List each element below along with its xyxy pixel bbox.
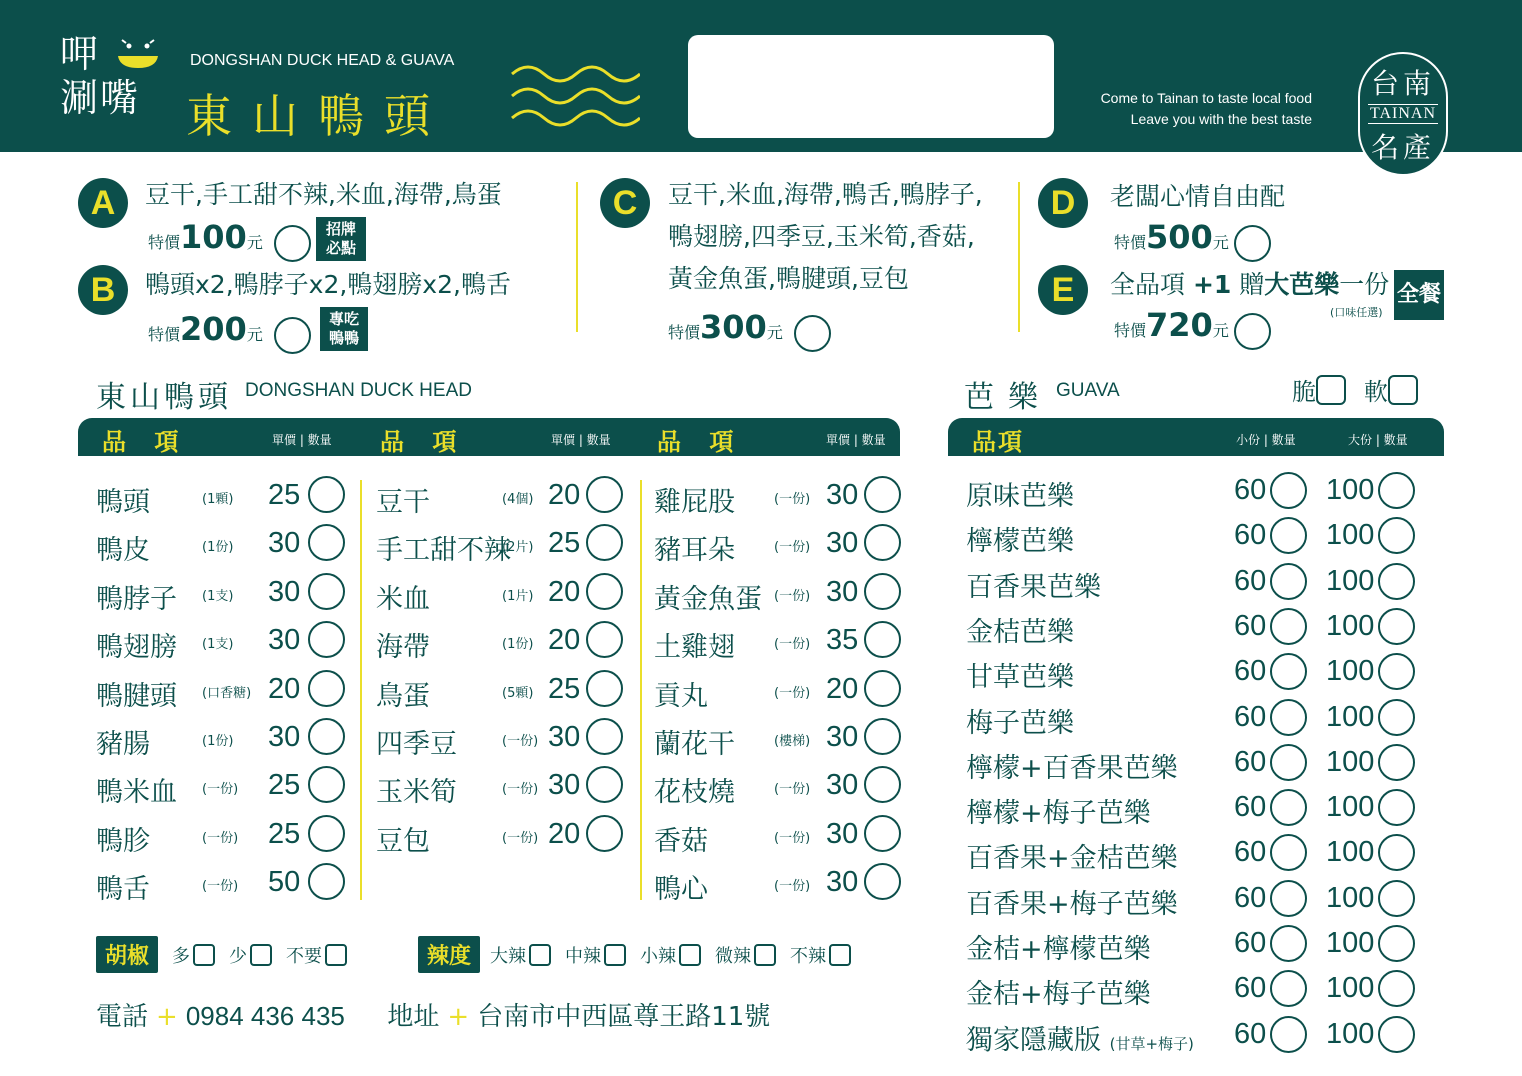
qty-circle[interactable] bbox=[308, 815, 345, 852]
menu-item bbox=[96, 625, 366, 673]
guava-name: 金桔+檸檬芭樂 bbox=[966, 934, 1151, 965]
combo-d-items: 老闆心情自由配 bbox=[1110, 182, 1286, 211]
texture-options bbox=[1292, 372, 1418, 407]
guava-name: 原味芭樂 bbox=[966, 481, 1074, 512]
item-name: 鴨胗 bbox=[96, 825, 150, 857]
guava-item bbox=[966, 610, 1426, 655]
combo-a-badge: A bbox=[78, 178, 128, 228]
item-name: 香菇 bbox=[654, 825, 708, 857]
qty-circle[interactable] bbox=[864, 476, 901, 513]
phone-number: 0984 436 435 bbox=[185, 1001, 345, 1031]
item-price: 30 bbox=[268, 575, 301, 608]
item-name: 鴨皮 bbox=[96, 535, 150, 567]
pepper-label: 胡椒 bbox=[96, 936, 158, 973]
item-name: 鴨舌 bbox=[96, 874, 150, 906]
guava-small-price: 60 bbox=[1234, 564, 1267, 597]
menu-item bbox=[654, 722, 924, 770]
menu-item bbox=[376, 625, 646, 673]
qty-circle[interactable] bbox=[308, 863, 345, 900]
item-price: 20 bbox=[548, 624, 581, 657]
pepper-option-more[interactable]: 多 bbox=[172, 942, 215, 968]
item-unit: (一份) bbox=[502, 782, 539, 798]
qty-circle[interactable] bbox=[864, 815, 901, 852]
item-name: 雞屁股 bbox=[654, 487, 735, 518]
guava-name: 百香果芭樂 bbox=[966, 571, 1101, 603]
item-name: 蘭花干 bbox=[654, 729, 735, 760]
col-header-item: 品 項 bbox=[657, 428, 744, 456]
guava-col-header-large: 大份 | 數量 bbox=[1348, 433, 1408, 447]
small-qty-circle[interactable] bbox=[1270, 925, 1307, 962]
item-name: 鴨頭 bbox=[96, 487, 150, 518]
menu-item bbox=[376, 819, 646, 867]
item-unit: (2片) bbox=[502, 540, 534, 556]
guava-item bbox=[966, 474, 1426, 519]
menu-item bbox=[376, 722, 646, 770]
menu-item bbox=[654, 480, 924, 528]
item-price: 25 bbox=[268, 479, 301, 511]
item-price: 50 bbox=[268, 866, 301, 899]
qty-circle[interactable] bbox=[308, 524, 345, 561]
item-name: 貢丸 bbox=[654, 680, 708, 712]
duck-table-header bbox=[78, 418, 900, 456]
large-qty-circle[interactable] bbox=[1378, 608, 1415, 645]
item-name: 鴨米血 bbox=[96, 777, 177, 809]
address-label: 地址 bbox=[387, 1002, 440, 1032]
guava-small-price: 60 bbox=[1234, 609, 1267, 642]
item-unit: (1份) bbox=[502, 637, 534, 653]
qty-circle[interactable] bbox=[864, 573, 901, 610]
qty-circle[interactable] bbox=[308, 670, 345, 707]
guava-item bbox=[966, 836, 1426, 881]
item-unit: (一份) bbox=[502, 830, 539, 846]
guava-large-price: 100 bbox=[1326, 791, 1375, 824]
item-price: 30 bbox=[268, 624, 301, 657]
crisp-label: 脆 bbox=[1292, 378, 1316, 406]
item-unit: (一份) bbox=[202, 830, 239, 846]
item-price: 35 bbox=[826, 624, 859, 657]
item-price: 30 bbox=[826, 575, 859, 608]
item-price: 20 bbox=[548, 575, 581, 608]
qty-circle[interactable] bbox=[586, 621, 623, 658]
menu-item bbox=[96, 674, 366, 722]
menu-item bbox=[654, 819, 924, 867]
guava-name: 百香果+梅子芭樂 bbox=[966, 888, 1178, 920]
waves-icon bbox=[510, 62, 640, 128]
qty-circle[interactable] bbox=[586, 476, 623, 513]
combo-e-tag: 全餐 bbox=[1394, 270, 1444, 320]
item-unit: (一份) bbox=[774, 540, 811, 556]
qty-circle[interactable] bbox=[308, 621, 345, 658]
guava-small-price: 60 bbox=[1234, 881, 1267, 914]
item-price: 20 bbox=[268, 672, 301, 705]
small-qty-circle[interactable] bbox=[1270, 563, 1307, 600]
item-unit: (一份) bbox=[502, 734, 539, 749]
combo-b-badge: B bbox=[78, 265, 128, 315]
qty-circle[interactable] bbox=[586, 766, 623, 803]
guava-small-price: 60 bbox=[1234, 1017, 1267, 1050]
combo-a-items: 豆干,手工甜不辣,米血,海帶,鳥蛋 bbox=[145, 180, 502, 209]
item-unit: (一份) bbox=[774, 879, 811, 895]
combo-c-items-1: 豆干,米血,海帶,鴨舌,鴨脖子, bbox=[668, 180, 983, 209]
small-qty-circle[interactable] bbox=[1270, 472, 1307, 509]
guava-name: 金桔芭樂 bbox=[966, 616, 1074, 648]
guava-large-price: 100 bbox=[1326, 881, 1375, 914]
item-unit: (樓梯) bbox=[774, 734, 811, 749]
item-unit: (一份) bbox=[774, 492, 811, 507]
combo-b-price: 特價200元 bbox=[148, 310, 311, 354]
qty-circle[interactable] bbox=[586, 573, 623, 610]
combo-e-badge: E bbox=[1038, 265, 1088, 315]
guava-small-price: 60 bbox=[1234, 700, 1267, 733]
guava-large-price: 100 bbox=[1326, 655, 1375, 688]
large-qty-circle[interactable] bbox=[1378, 1016, 1415, 1053]
item-unit: (1支) bbox=[202, 637, 234, 653]
large-qty-circle[interactable] bbox=[1378, 744, 1415, 781]
phone-label: 電話 bbox=[96, 1002, 149, 1032]
item-price: 30 bbox=[826, 817, 859, 850]
combo-b-items: 鴨頭x2,鴨脖子x2,鴨翅膀x2,鴨舌 bbox=[145, 270, 511, 299]
menu-item bbox=[654, 674, 924, 722]
combo-e-items: 全品項 +1 贈大芭樂一份 bbox=[1110, 270, 1390, 299]
item-name: 四季豆 bbox=[376, 729, 457, 760]
qty-circle[interactable] bbox=[308, 573, 345, 610]
item-name: 鴨翅膀 bbox=[96, 632, 177, 664]
menu-item bbox=[96, 867, 366, 915]
spicy-option-medium[interactable]: 中辣 bbox=[565, 942, 626, 968]
guava-small-price: 60 bbox=[1234, 745, 1267, 778]
combo-a-price: 特價100元 bbox=[148, 218, 311, 262]
combo-c-items-2: 鴨翅膀,四季豆,玉米筍,香菇, bbox=[668, 222, 975, 251]
guava-name: 百香果+金桔芭樂 bbox=[966, 843, 1178, 875]
combo-e-note: (口味任選) bbox=[1330, 306, 1383, 319]
guava-item bbox=[966, 701, 1426, 746]
item-name: 海帶 bbox=[376, 632, 430, 664]
guava-large-price: 100 bbox=[1326, 474, 1375, 506]
guava-item bbox=[966, 746, 1426, 791]
combo-c-price: 特價300元 bbox=[668, 308, 831, 352]
col-header-price-qty: 單價 | 數量 bbox=[551, 433, 611, 447]
item-price: 20 bbox=[548, 479, 581, 511]
guava-small-price: 60 bbox=[1234, 836, 1267, 869]
guava-small-price: 60 bbox=[1234, 474, 1267, 506]
qty-circle[interactable] bbox=[864, 621, 901, 658]
large-qty-circle[interactable] bbox=[1378, 789, 1415, 826]
guava-large-price: 100 bbox=[1326, 1017, 1375, 1050]
combo-c-qty-circle[interactable] bbox=[794, 315, 831, 352]
item-name: 豆干 bbox=[376, 487, 430, 518]
small-qty-circle[interactable] bbox=[1270, 744, 1307, 781]
item-name: 鴨心 bbox=[654, 874, 708, 906]
item-unit: (一份) bbox=[774, 637, 811, 653]
qty-circle[interactable] bbox=[308, 476, 345, 513]
item-unit: (1份) bbox=[202, 734, 234, 749]
item-name: 玉米筍 bbox=[376, 777, 457, 809]
item-price: 25 bbox=[268, 769, 301, 802]
item-price: 20 bbox=[826, 672, 859, 705]
small-qty-circle[interactable] bbox=[1270, 1016, 1307, 1053]
guava-large-price: 100 bbox=[1326, 927, 1375, 959]
item-price: 30 bbox=[826, 769, 859, 802]
item-name: 豬腸 bbox=[96, 729, 150, 760]
qty-circle[interactable] bbox=[308, 766, 345, 803]
menu-item bbox=[376, 577, 646, 625]
item-unit: (1顆) bbox=[202, 492, 234, 507]
pepper-options bbox=[96, 936, 361, 973]
guava-name: 檸檬+梅子芭樂 bbox=[966, 798, 1151, 830]
large-qty-circle[interactable] bbox=[1378, 970, 1415, 1007]
combo-e-price: 特價720元 bbox=[1114, 306, 1271, 350]
menu-item bbox=[96, 480, 366, 528]
brand-english-name: DONGSHAN DUCK HEAD & GUAVA bbox=[190, 52, 455, 69]
contact-line: 電話 + 0984 436 435 地址 + 台南市中西區尊王路11號 bbox=[96, 1001, 771, 1032]
small-qty-circle[interactable] bbox=[1270, 699, 1307, 736]
item-unit: (1片) bbox=[502, 588, 534, 604]
item-unit: (4個) bbox=[502, 492, 534, 507]
large-qty-circle[interactable] bbox=[1378, 925, 1415, 962]
item-name: 黃金魚蛋 bbox=[654, 583, 762, 615]
guava-large-price: 100 bbox=[1326, 519, 1375, 552]
guava-note: (甘草+梅子) bbox=[1109, 1034, 1194, 1053]
item-unit: (一份) bbox=[202, 782, 239, 798]
soft-checkbox[interactable] bbox=[1388, 375, 1418, 405]
seal-top-text: 台南 bbox=[1370, 67, 1435, 100]
item-unit: (一份) bbox=[202, 879, 239, 895]
item-unit: (一份) bbox=[774, 782, 811, 798]
guava-col-header-small: 小份 | 數量 bbox=[1236, 433, 1296, 447]
divider bbox=[576, 182, 578, 332]
menu-item bbox=[376, 770, 646, 818]
combo-d-qty-circle[interactable] bbox=[1234, 225, 1271, 262]
menu-item bbox=[96, 819, 366, 867]
spicy-option-mild[interactable]: 小辣 bbox=[640, 942, 701, 968]
large-qty-circle[interactable] bbox=[1378, 517, 1415, 554]
pepper-option-less[interactable]: 少 bbox=[229, 942, 272, 968]
menu-item bbox=[96, 722, 366, 770]
tainan-seal bbox=[1358, 52, 1448, 176]
item-price: 30 bbox=[826, 527, 859, 560]
guava-name: 甘草芭樂 bbox=[966, 662, 1074, 694]
qty-circle[interactable] bbox=[864, 524, 901, 561]
item-name: 鳥蛋 bbox=[376, 680, 430, 712]
address: 台南市中西區尊王路11號 bbox=[477, 1002, 771, 1032]
brand-title: 東山鴨頭 bbox=[186, 89, 450, 143]
menu-item bbox=[654, 625, 924, 673]
guava-name: 檸檬芭樂 bbox=[966, 526, 1074, 558]
combo-a-tag: 招牌 必點 bbox=[316, 217, 366, 261]
guava-large-price: 100 bbox=[1326, 700, 1375, 733]
combo-c-items-3: 黃金魚蛋,鴨腱頭,豆包 bbox=[668, 264, 909, 293]
item-name: 米血 bbox=[376, 583, 430, 615]
small-qty-circle[interactable] bbox=[1270, 517, 1307, 554]
combo-d-price: 特價500元 bbox=[1114, 218, 1271, 262]
small-qty-circle[interactable] bbox=[1270, 653, 1307, 690]
guava-item bbox=[966, 1018, 1426, 1063]
menu-item bbox=[654, 770, 924, 818]
spicy-option-hot[interactable]: 大辣 bbox=[490, 942, 551, 968]
item-name: 土雞翅 bbox=[654, 632, 735, 664]
blank-label-box bbox=[688, 35, 1054, 138]
guava-item bbox=[966, 927, 1426, 972]
crisp-checkbox[interactable] bbox=[1316, 375, 1346, 405]
combo-b-tag: 專吃 鴨鴨 bbox=[320, 307, 368, 351]
guava-section-title-en: GUAVA bbox=[1056, 380, 1120, 401]
guava-large-price: 100 bbox=[1326, 564, 1375, 597]
item-price: 30 bbox=[826, 721, 859, 753]
item-name: 鴨脖子 bbox=[96, 583, 177, 615]
col-header-price-qty: 單價 | 數量 bbox=[826, 433, 886, 447]
guava-name: 金桔+梅子芭樂 bbox=[966, 979, 1151, 1011]
qty-circle[interactable] bbox=[864, 766, 901, 803]
combo-e-qty-circle[interactable] bbox=[1234, 313, 1271, 350]
brand-slogan-chinese: 呷 涮嘴 bbox=[60, 32, 141, 120]
guava-item bbox=[966, 972, 1426, 1017]
seal-bottom-text: 名產 bbox=[1370, 131, 1435, 164]
guava-large-price: 100 bbox=[1326, 745, 1375, 778]
item-unit: (1份) bbox=[202, 540, 234, 556]
item-name: 鴨腱頭 bbox=[96, 680, 177, 712]
item-name: 豆包 bbox=[376, 825, 430, 857]
combo-c-badge: C bbox=[600, 178, 650, 228]
guava-item bbox=[966, 519, 1426, 564]
menu-item bbox=[654, 867, 924, 915]
duck-icon bbox=[112, 38, 164, 72]
guava-large-price: 100 bbox=[1326, 972, 1375, 1005]
guava-small-price: 60 bbox=[1234, 972, 1267, 1005]
combo-a-qty-circle[interactable] bbox=[274, 225, 311, 262]
combo-b-qty-circle[interactable] bbox=[274, 317, 311, 354]
large-qty-circle[interactable] bbox=[1378, 834, 1415, 871]
seal-mid-text: TAINAN bbox=[1369, 105, 1437, 122]
menu-item bbox=[654, 577, 924, 625]
large-qty-circle[interactable] bbox=[1378, 880, 1415, 917]
qty-circle[interactable] bbox=[586, 670, 623, 707]
item-unit: (5顆) bbox=[502, 685, 534, 701]
item-name: 手工甜不辣 bbox=[376, 535, 511, 567]
guava-small-price: 60 bbox=[1234, 519, 1267, 552]
qty-circle[interactable] bbox=[864, 670, 901, 707]
large-qty-circle[interactable] bbox=[1378, 699, 1415, 736]
menu-item bbox=[376, 528, 646, 576]
spicy-option-none[interactable]: 不辣 bbox=[790, 942, 851, 968]
item-price: 30 bbox=[826, 866, 859, 899]
small-qty-circle[interactable] bbox=[1270, 608, 1307, 645]
spicy-options bbox=[418, 936, 865, 973]
large-qty-circle[interactable] bbox=[1378, 563, 1415, 600]
large-qty-circle[interactable] bbox=[1378, 653, 1415, 690]
guava-name: 檸檬+百香果芭樂 bbox=[966, 752, 1178, 784]
small-qty-circle[interactable] bbox=[1270, 970, 1307, 1007]
col-header-item: 品 項 bbox=[380, 428, 467, 456]
guava-large-price: 100 bbox=[1326, 836, 1375, 869]
guava-item bbox=[966, 655, 1426, 700]
guava-name: 梅子芭樂 bbox=[966, 707, 1074, 739]
small-qty-circle[interactable] bbox=[1270, 834, 1307, 871]
small-qty-circle[interactable] bbox=[1270, 789, 1307, 826]
slogan-line-2: Leave you with the best taste bbox=[1130, 111, 1312, 127]
guava-small-price: 60 bbox=[1234, 791, 1267, 824]
item-price: 30 bbox=[268, 527, 301, 560]
duck-section-title: 東山鴨頭 bbox=[96, 380, 232, 415]
guava-name: 獨家隱藏版 (甘草+梅子) bbox=[966, 1024, 1194, 1056]
guava-item bbox=[966, 565, 1426, 610]
menu-item bbox=[96, 528, 366, 576]
item-price: 30 bbox=[268, 721, 301, 753]
item-unit: (一份) bbox=[774, 588, 811, 604]
qty-circle[interactable] bbox=[864, 863, 901, 900]
menu-item bbox=[376, 480, 646, 528]
spicy-label: 辣度 bbox=[418, 936, 480, 973]
qty-circle[interactable] bbox=[308, 718, 345, 755]
qty-circle[interactable] bbox=[586, 524, 623, 561]
pepper-option-none[interactable]: 不要 bbox=[286, 942, 347, 968]
menu-item bbox=[96, 770, 366, 818]
item-unit: (一份) bbox=[774, 685, 811, 701]
duck-section-title-en: DONGSHAN DUCK HEAD bbox=[245, 380, 472, 401]
slogan-line-1: Come to Tainan to taste local food bbox=[1100, 90, 1312, 106]
item-unit: (口香糖) bbox=[202, 685, 252, 701]
large-qty-circle[interactable] bbox=[1378, 472, 1415, 509]
col-header-price-qty: 單價 | 數量 bbox=[272, 433, 332, 447]
item-price: 20 bbox=[548, 817, 581, 850]
item-price: 25 bbox=[548, 672, 581, 705]
guava-item bbox=[966, 882, 1426, 927]
guava-small-price: 60 bbox=[1234, 655, 1267, 688]
qty-circle[interactable] bbox=[586, 815, 623, 852]
col-header-item: 品 項 bbox=[102, 428, 189, 456]
qty-circle[interactable] bbox=[586, 718, 623, 755]
item-price: 30 bbox=[548, 769, 581, 802]
menu-item bbox=[654, 528, 924, 576]
qty-circle[interactable] bbox=[864, 718, 901, 755]
guava-item bbox=[966, 791, 1426, 836]
soft-label: 軟 bbox=[1364, 378, 1388, 406]
item-price: 30 bbox=[548, 721, 581, 753]
guava-small-price: 60 bbox=[1234, 927, 1267, 959]
item-price: 25 bbox=[268, 817, 301, 850]
item-price: 25 bbox=[548, 527, 581, 560]
guava-col-header-item: 品項 bbox=[972, 428, 1024, 456]
item-name: 花枝燒 bbox=[654, 777, 735, 809]
small-qty-circle[interactable] bbox=[1270, 880, 1307, 917]
combo-d-badge: D bbox=[1038, 178, 1088, 228]
spicy-option-slight[interactable]: 微辣 bbox=[715, 942, 776, 968]
divider bbox=[1018, 182, 1020, 332]
item-price: 30 bbox=[826, 479, 859, 511]
guava-large-price: 100 bbox=[1326, 609, 1375, 642]
item-unit: (1支) bbox=[202, 588, 234, 604]
item-name: 豬耳朵 bbox=[654, 535, 735, 567]
menu-item bbox=[96, 577, 366, 625]
menu-item bbox=[376, 674, 646, 722]
item-unit: (一份) bbox=[774, 830, 811, 846]
guava-section-title: 芭樂 bbox=[964, 380, 1052, 415]
